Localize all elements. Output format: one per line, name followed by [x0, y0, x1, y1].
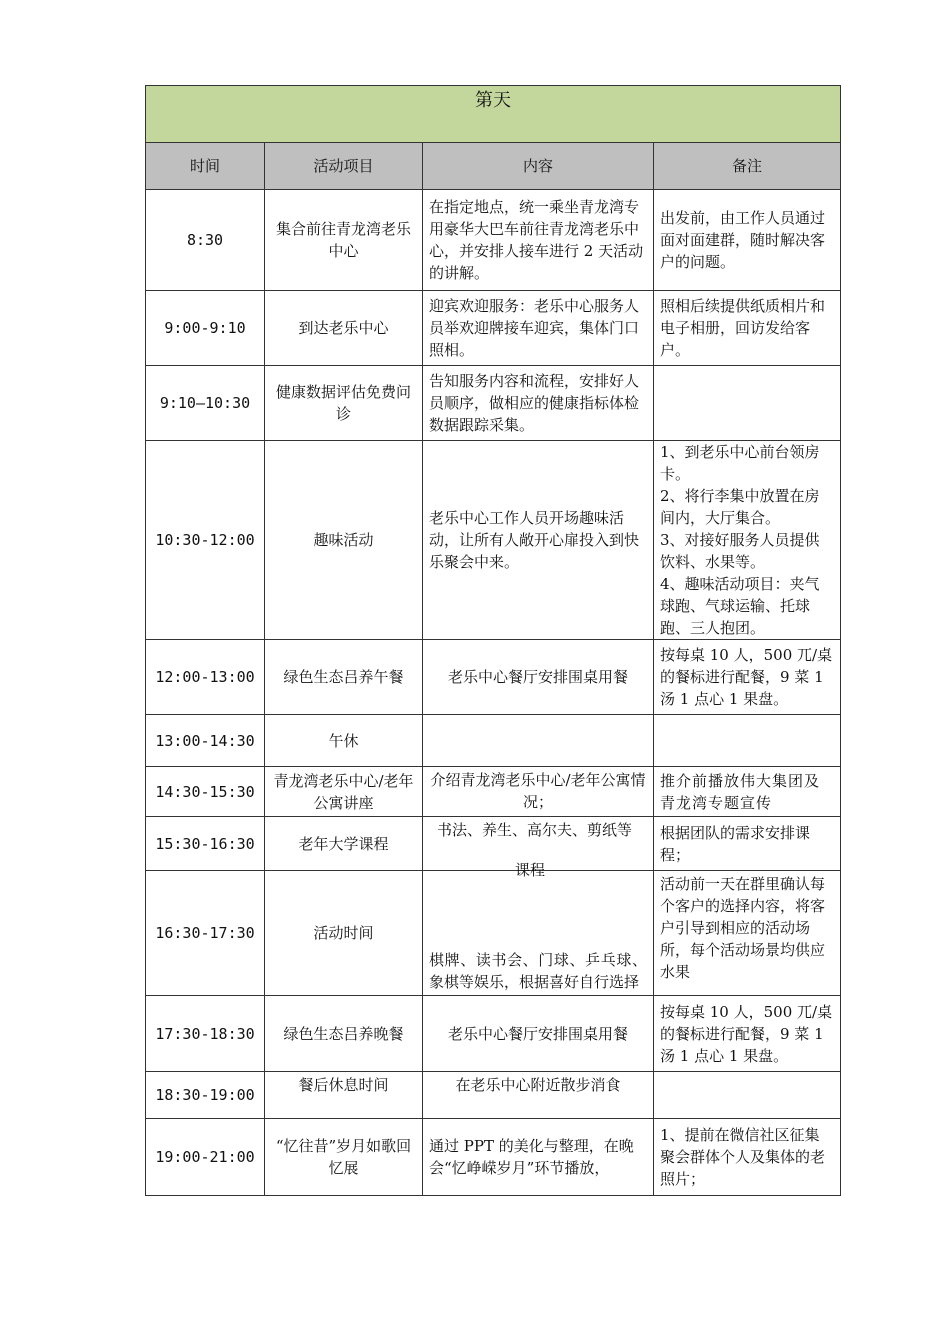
time-cell: 16:30-17:30: [146, 871, 265, 996]
notes-cell: 按每桌 10 人，500 兀/桌的餐标进行配餐，9 菜 1 汤 1 点心 1 果盘。: [654, 996, 841, 1072]
time-cell: 10:30-12:00: [146, 441, 265, 640]
notes-cell: 1、提前在微信社区征集聚会群体个人及集体的老照片；: [654, 1119, 841, 1196]
notes-cell: [654, 366, 841, 441]
table-row: [146, 640, 841, 715]
notes-cell: [654, 871, 841, 996]
content-cut-text: 课程: [515, 860, 546, 879]
notes-clip: 活动前一天在群里确认每个客户的选择内容，将客户引导到相应的活动场所，每个活动场景均供应水果: [660, 875, 826, 981]
activity-cell: 到达老乐中心: [265, 291, 423, 366]
notes-cell: 出发前，由工作人员通过面对面建群，随时解决客户的问题。: [654, 190, 841, 291]
notes-cell: 按每桌 10 人，500 兀/桌的餐标进行配餐，9 菜 1 汤 1 点心 1 果盘。: [654, 640, 841, 715]
header-time: 时间: [146, 143, 265, 190]
header-row: [146, 143, 841, 190]
time-cell: 9:10—10:30: [146, 366, 265, 441]
activity-cell: 趣味活动: [265, 441, 423, 640]
table-row: [146, 366, 841, 441]
table-row: [146, 817, 841, 871]
content-cell: 老乐中心餐厅安排围桌用餐: [423, 640, 654, 715]
table-row: [146, 715, 841, 767]
time-cell: 17:30-18:30: [146, 996, 265, 1072]
activity-cell: 午休: [265, 715, 423, 767]
time-cell: 12:00-13:00: [146, 640, 265, 715]
table-row: [146, 767, 841, 817]
notes-cell: [654, 441, 841, 640]
note-line: 4、趣味活动项目：夹气球跑、气球运输、托球跑、三人抱团。: [660, 575, 820, 637]
content-cell: [423, 871, 654, 996]
content-cell: [423, 817, 654, 879]
schedule-table: [145, 85, 841, 1196]
activity-cell: 健康数据评估免费问诊: [265, 366, 423, 441]
activity-cell: 活动时间: [265, 871, 423, 996]
notes-cell: 根据团队的需求安排课程；: [654, 817, 841, 871]
time-cell: 9:00-9:10: [146, 291, 265, 366]
notes-cell: [654, 1072, 841, 1119]
table-row: [146, 291, 841, 366]
activity-cell: 集合前往青龙湾老乐中心: [265, 190, 423, 291]
content-cell: [423, 715, 654, 767]
content-cell: 告知服务内容和流程，安排好人员顺序，做相应的健康指标体检数据跟踪采集。: [423, 366, 654, 441]
notes-cell: [654, 767, 841, 817]
table-row: [146, 871, 841, 996]
time-cell: 14:30-15:30: [146, 767, 265, 817]
note-line: 2、将行李集中放置在房间内，大厅集合。: [660, 487, 820, 527]
table-row: [146, 441, 841, 640]
activity-cell: 青龙湾老乐中心/老年公寓讲座: [265, 767, 423, 817]
header-activity: 活动项目: [265, 143, 423, 190]
time-cell: 8:30: [146, 190, 265, 291]
activity-cell: 餐后休息时间: [265, 1072, 423, 1119]
activity-cell: 绿色生态吕养晚餐: [265, 996, 423, 1072]
title-row: [146, 86, 841, 143]
content-text: 棋牌、读书会、门球、乒乓球、象棋等娱乐，根据喜好自行选择: [429, 951, 647, 991]
note-line: 3、对接好服务人员提供饮料、水果等。: [660, 531, 820, 571]
content-cell: 通过 PPT 的美化与整理，在晚会“忆峥嵘岁月”环节播放，: [423, 1119, 654, 1196]
activity-cell: 绿色生态吕养午餐: [265, 640, 423, 715]
header-notes: 备注: [654, 143, 841, 190]
content-text: 书法、养生、高尔夫、剪纸等: [437, 820, 633, 839]
time-cell: 13:00-14:30: [146, 715, 265, 767]
activity-cell: “忆往昔”岁月如歌回忆展: [265, 1119, 423, 1196]
table-row: [146, 996, 841, 1072]
activity-cell: 老年大学课程: [265, 817, 423, 871]
table-row: [146, 1119, 841, 1196]
notes-cell: [654, 715, 841, 767]
header-content: 内容: [423, 143, 654, 190]
time-cell: 15:30-16:30: [146, 817, 265, 871]
time-cell: 19:00-21:00: [146, 1119, 265, 1196]
note-line: 1、到老乐中心前台领房卡。: [660, 443, 820, 483]
content-cell: 老乐中心餐厅安排围桌用餐: [423, 996, 654, 1072]
time-cell: 18:30-19:00: [146, 1072, 265, 1119]
table-row: [146, 1072, 841, 1119]
content-cell: 老乐中心工作人员开场趣味活动，让所有人敞开心扉投入到快乐聚会中来。: [423, 441, 654, 640]
content-cell: 在老乐中心附近散步消食: [423, 1072, 654, 1119]
content-cell: 迎宾欢迎服务：老乐中心服务人员举欢迎牌接车迎宾，集体门口照相。: [423, 291, 654, 366]
notes-clip: 推介前播放伟大集团及青龙湾专题宣传: [660, 771, 821, 812]
table-row: [146, 190, 841, 291]
day-title: 第天: [146, 86, 841, 143]
content-cell: 在指定地点，统一乘坐青龙湾专用豪华大巴车前往青龙湾老乐中心，并安排人接车进行 2 天活动的讲解。: [423, 190, 654, 291]
notes-cell: 照相后续提供纸质相片和电子相册，回访发给客户。: [654, 291, 841, 366]
content-cell: 介绍青龙湾老乐中心/老年公寓情况；: [423, 767, 654, 817]
